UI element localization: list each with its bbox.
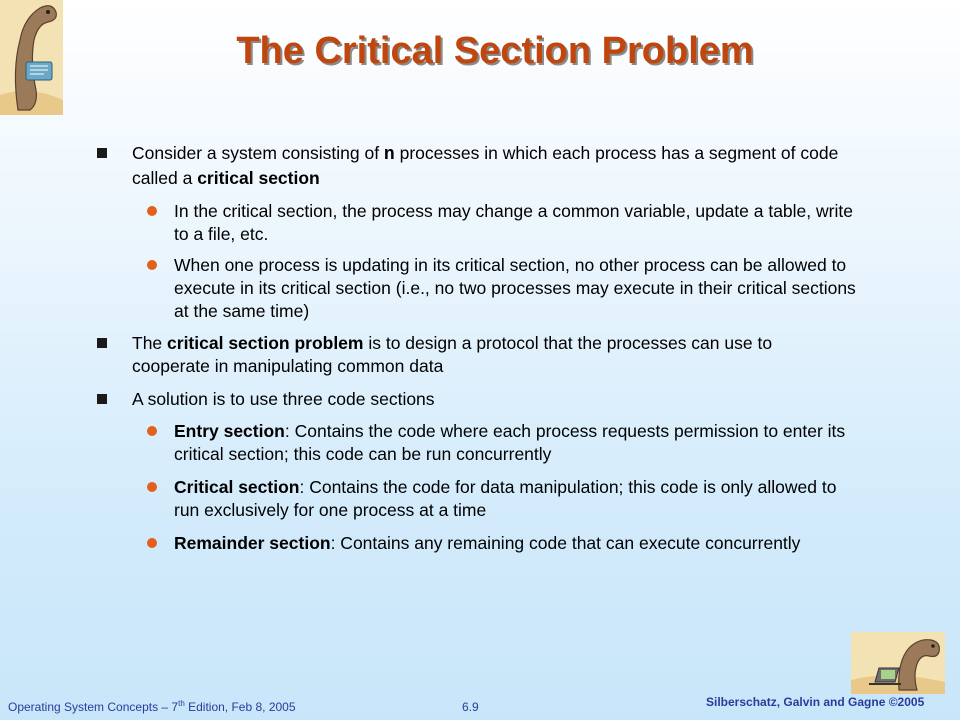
bold-term: Critical section xyxy=(174,477,300,497)
bullet-critical-section-problem xyxy=(132,332,852,378)
bullet-remainder-section xyxy=(174,532,864,555)
bullet-system-processes xyxy=(132,142,852,190)
bold-term: Entry section xyxy=(174,421,285,441)
bullet-mutual-exclusion: When one process is updating in its critical section, no other process can be allowed to execute in its critical section (i.e., no two processes may execute in their critical sections at the same time) xyxy=(174,255,856,321)
bullet-critical-section-change: In the critical section, the process may change a common variable, update a table, write to a file, etc. xyxy=(174,201,853,244)
bullet-entry-section xyxy=(174,420,864,466)
footer-authors: Silberschatz, Galvin and Gagne ©2005 xyxy=(706,695,925,709)
square-bullet-icon xyxy=(97,148,107,158)
footer-superscript: th xyxy=(178,699,185,708)
code-variable-n: n xyxy=(383,145,395,165)
bullet-critical-section xyxy=(174,476,864,522)
page-number: 6.9 xyxy=(462,700,479,714)
bullet-text: : Contains any remaining code that can execute concurrently xyxy=(330,533,801,553)
square-bullet-icon xyxy=(97,338,107,348)
bold-term: critical section xyxy=(197,168,320,188)
footer-course-title xyxy=(8,700,296,714)
bullet-text: is to design a protocol that the processes can use to cooperate in manipulating common data xyxy=(132,333,773,376)
bullet-text: : Contains the code for data manipulation; this code is only allowed to run exclusively for one process at a time xyxy=(174,477,837,520)
bold-term: Remainder section xyxy=(174,533,331,553)
footer-text: Operating System Concepts – 7 xyxy=(8,700,179,714)
round-bullet-icon xyxy=(147,260,157,270)
round-bullet-icon xyxy=(147,206,157,216)
round-bullet-icon xyxy=(147,482,157,492)
square-bullet-icon xyxy=(97,394,107,404)
bullet-text: : Contains the code where each process requests permission to enter its critical section; this code can be run concurrently xyxy=(174,421,846,464)
dinosaur-laptop-icon xyxy=(851,632,945,694)
bullet-text: processes in which each process has a segment of code called a xyxy=(132,143,839,188)
round-bullet-icon xyxy=(147,538,157,548)
footer-text: Edition, Feb 8, 2005 xyxy=(184,700,296,714)
bullet-text: The xyxy=(132,333,168,353)
bullet-three-sections: A solution is to use three code sections xyxy=(132,389,435,409)
round-bullet-icon xyxy=(147,426,157,436)
slide-title: The Critical Section Problem xyxy=(236,30,754,72)
bullet-text: Consider a system consisting of xyxy=(132,143,384,163)
bold-term: critical section problem xyxy=(167,333,364,353)
